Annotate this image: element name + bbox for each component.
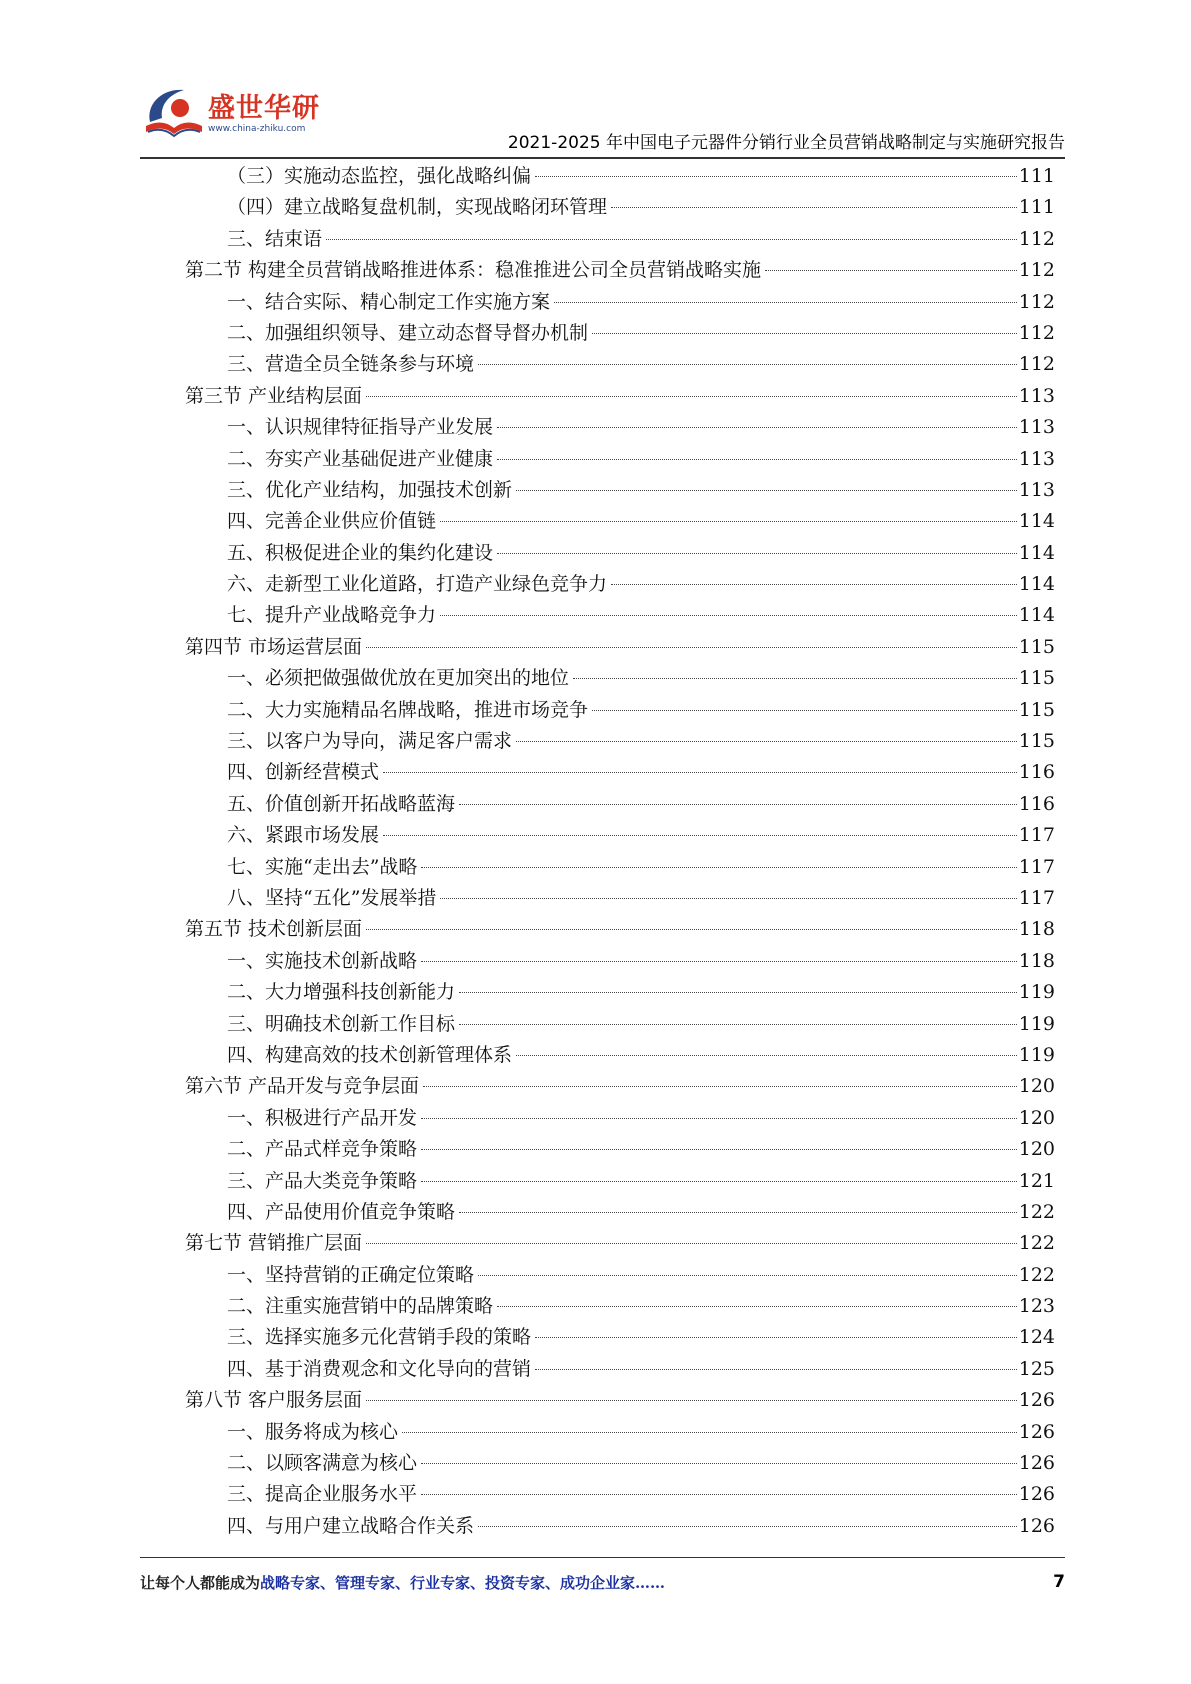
toc-dot-leader xyxy=(592,333,1017,334)
toc-entry-page: 119 xyxy=(1018,1043,1055,1066)
toc-entry-page: 126 xyxy=(1018,1514,1055,1537)
toc-section-entry[interactable] xyxy=(185,1071,1055,1102)
toc-subsection-entry[interactable] xyxy=(185,757,1055,788)
toc-entry-title: 三、明确技术创新工作目标 xyxy=(227,1012,456,1035)
toc-dot-leader xyxy=(440,615,1017,616)
footer-slogan xyxy=(140,1572,665,1593)
toc-entry-title: 三、提高企业服务水平 xyxy=(227,1483,418,1506)
toc-dot-leader xyxy=(535,1369,1017,1370)
toc-entry-title: 三、选择实施多元化营销手段的策略 xyxy=(227,1326,532,1349)
toc-entry-title: 八、坚持“五化”发展举措 xyxy=(227,886,437,909)
toc-subsection-entry[interactable] xyxy=(185,1417,1055,1448)
toc-entry-page: 119 xyxy=(1018,981,1055,1004)
toc-entry-page: 114 xyxy=(1018,573,1055,596)
toc-dot-leader xyxy=(421,1149,1017,1150)
toc-entry-page: 124 xyxy=(1018,1326,1055,1349)
toc-entry-page: 120 xyxy=(1018,1106,1055,1129)
toc-entry-title: 四、完善企业供应价值链 xyxy=(227,510,437,533)
toc-dot-leader xyxy=(535,1337,1017,1338)
toc-dot-leader xyxy=(366,1243,1017,1244)
toc-entry-title: 七、实施“走出去”战略 xyxy=(227,855,418,878)
toc-entry-title: 四、创新经营模式 xyxy=(227,761,380,784)
slogan-prefix: 让每个人都能成为 xyxy=(140,1574,261,1592)
toc-entry-title: 二、夯实产业基础促进产业健康 xyxy=(227,447,494,470)
toc-subsection-entry[interactable] xyxy=(185,1479,1055,1510)
toc-entry-page: 112 xyxy=(1018,227,1055,250)
report-title: 2021-2025 年中国电子元器件分销行业全员营销战略制定与实施研究报告 xyxy=(507,133,1065,153)
toc-subsection-entry[interactable] xyxy=(185,1103,1055,1134)
toc-entry-title: 三、以客户为导向，满足客户需求 xyxy=(227,730,513,753)
toc-dot-leader xyxy=(554,302,1017,303)
toc-dot-leader xyxy=(459,1024,1017,1025)
toc-dot-leader xyxy=(459,1212,1017,1213)
toc-subsection-entry[interactable] xyxy=(185,663,1055,694)
toc-dot-leader xyxy=(516,1055,1017,1056)
toc-entry-title: 第七节 营销推广层面 xyxy=(185,1232,363,1255)
toc-entry-title: 第五节 技术创新层面 xyxy=(185,918,363,941)
header-divider xyxy=(140,157,1065,159)
toc-entry-page: 112 xyxy=(1018,353,1055,376)
toc-entry-title: （三）实施动态监控，强化战略纠偏 xyxy=(227,165,532,187)
toc-entry-page: 115 xyxy=(1018,667,1055,690)
toc-subsection-entry[interactable] xyxy=(185,1260,1055,1291)
book-swoosh-icon xyxy=(140,82,208,140)
toc-entry-title: 第六节 产品开发与竞争层面 xyxy=(185,1075,420,1098)
toc-subsection-entry[interactable] xyxy=(185,1040,1055,1071)
toc-subsection-entry[interactable] xyxy=(185,569,1055,600)
toc-dot-leader xyxy=(366,929,1017,930)
toc-subsection-entry[interactable] xyxy=(185,695,1055,726)
toc-entry-page: 112 xyxy=(1018,321,1055,344)
toc-section-entry[interactable] xyxy=(185,914,1055,945)
toc-entry-title: 四、基于消费观念和文化导向的营销 xyxy=(227,1357,532,1380)
toc-subsection-entry[interactable] xyxy=(185,349,1055,380)
toc-entry-title: 一、实施技术创新战略 xyxy=(227,949,418,972)
toc-entry-title: 五、积极促进企业的集约化建设 xyxy=(227,541,494,564)
toc-subsection-entry[interactable] xyxy=(185,1322,1055,1353)
toc-section-entry[interactable] xyxy=(185,1228,1055,1259)
toc-entry-title: 第三节 产业结构层面 xyxy=(185,384,363,407)
toc-entry-page: 117 xyxy=(1018,824,1055,847)
toc-dot-leader xyxy=(592,710,1017,711)
logo-text: 盛世华研 xyxy=(208,93,320,124)
toc-subsection-entry[interactable] xyxy=(185,318,1055,349)
toc-subsection-entry[interactable] xyxy=(185,1448,1055,1479)
toc-entry-page: 113 xyxy=(1018,478,1055,501)
toc-entry-title: 七、提升产业战略竞争力 xyxy=(227,604,437,627)
toc-entry-page: 126 xyxy=(1018,1389,1055,1412)
toc-dot-leader xyxy=(423,1086,1017,1087)
toc-entry-page: 118 xyxy=(1018,918,1055,941)
toc-subsection-entry[interactable] xyxy=(185,1354,1055,1385)
toc-dot-leader xyxy=(459,804,1017,805)
toc-dot-leader xyxy=(421,1494,1017,1495)
logo-url: www.china-zhiku.com xyxy=(208,124,306,134)
page-footer xyxy=(140,1572,1065,1602)
toc-dot-leader xyxy=(611,584,1017,585)
toc-dot-leader xyxy=(611,207,1017,208)
toc-entry-title: 二、大力增强科技创新能力 xyxy=(227,981,456,1004)
toc-subsection-entry[interactable] xyxy=(185,946,1055,977)
toc-entry-page: 117 xyxy=(1018,855,1055,878)
toc-subsection-entry[interactable] xyxy=(185,475,1055,506)
toc-dot-leader xyxy=(366,647,1017,648)
toc-dot-leader xyxy=(497,1306,1017,1307)
toc-entry-page: 126 xyxy=(1018,1420,1055,1443)
toc-dot-leader xyxy=(516,490,1017,491)
toc-entry-title: 四、构建高效的技术创新管理体系 xyxy=(227,1043,513,1066)
toc-entry-title: 三、结束语 xyxy=(227,227,323,250)
toc-entry-title: 二、注重实施营销中的品牌策略 xyxy=(227,1295,494,1318)
toc-section-entry[interactable] xyxy=(185,255,1055,286)
toc-dot-leader xyxy=(478,1275,1017,1276)
toc-dot-leader xyxy=(402,1432,1017,1433)
toc-entry-title: 四、与用户建立战略合作关系 xyxy=(227,1514,475,1537)
toc-entry-title: 一、坚持营销的正确定位策略 xyxy=(227,1263,475,1286)
toc-entry-title: 四、产品使用价值竞争策略 xyxy=(227,1200,456,1223)
toc-entry-page: 115 xyxy=(1018,730,1055,753)
toc-dot-leader xyxy=(440,898,1016,899)
toc-entry-page: 123 xyxy=(1018,1295,1055,1318)
toc-subsection-entry[interactable] xyxy=(185,820,1055,851)
toc-subsection-entry[interactable] xyxy=(185,287,1055,318)
toc-entry-page: 116 xyxy=(1018,761,1055,784)
toc-section-entry[interactable] xyxy=(185,632,1055,663)
toc-entry-title: 三、产品大类竞争策略 xyxy=(227,1169,418,1192)
toc-entry-page: 125 xyxy=(1018,1357,1055,1380)
toc-entry-title: 二、大力实施精品名牌战略，推进市场竞争 xyxy=(227,698,589,721)
toc-entry-title: 二、加强组织领导、建立动态督导督办机制 xyxy=(227,321,589,344)
table-of-contents xyxy=(185,161,1055,1542)
toc-dot-leader xyxy=(383,772,1017,773)
footer-divider xyxy=(140,1557,1065,1558)
toc-entry-page: 113 xyxy=(1018,416,1055,439)
toc-entry-page: 120 xyxy=(1018,1138,1055,1161)
toc-entry-title: 第八节 客户服务层面 xyxy=(185,1389,363,1412)
toc-dot-leader xyxy=(366,396,1017,397)
toc-entry-title: 二、产品式样竞争策略 xyxy=(227,1138,418,1161)
toc-entry-page: 115 xyxy=(1018,698,1055,721)
toc-dot-leader xyxy=(516,741,1017,742)
toc-entry-page: 117 xyxy=(1018,886,1055,909)
toc-entry-page: 115 xyxy=(1018,635,1055,658)
toc-entry-page: 119 xyxy=(1018,1012,1055,1035)
company-logo xyxy=(140,82,360,142)
toc-subsection-entry[interactable] xyxy=(185,789,1055,820)
toc-entry-page: 112 xyxy=(1018,259,1055,282)
toc-dot-leader xyxy=(383,835,1017,836)
toc-subsection-entry[interactable] xyxy=(185,600,1055,631)
slogan-highlight: 战略专家、管理专家、行业专家、投资专家、成功企业家…… xyxy=(260,1574,666,1592)
toc-entry-title: 二、以顾客满意为核心 xyxy=(227,1452,418,1475)
toc-dot-leader xyxy=(421,1118,1017,1119)
toc-subsection-entry[interactable] xyxy=(185,538,1055,569)
toc-entry-title: 第二节 构建全员营销战略推进体系：稳准推进公司全员营销战略实施 xyxy=(185,259,762,282)
toc-entry-page: 112 xyxy=(1018,290,1055,313)
toc-dot-leader xyxy=(573,678,1017,679)
toc-subsection-entry[interactable] xyxy=(185,977,1055,1008)
toc-dot-leader xyxy=(535,176,1017,177)
toc-dot-leader xyxy=(765,270,1017,271)
toc-entry-page: 126 xyxy=(1018,1452,1055,1475)
toc-entry-page: 122 xyxy=(1018,1263,1055,1286)
toc-entry-title: 第四节 市场运营层面 xyxy=(185,635,363,658)
page-number: 7 xyxy=(1053,1572,1065,1592)
toc-subsection-entry[interactable] xyxy=(185,726,1055,757)
toc-subsection-entry[interactable] xyxy=(185,1197,1055,1228)
toc-entry-page: 121 xyxy=(1018,1169,1055,1192)
toc-entry-page: 114 xyxy=(1018,541,1055,564)
toc-dot-leader xyxy=(326,239,1017,240)
toc-entry-title: 三、营造全员全链条参与环境 xyxy=(227,353,475,376)
toc-dot-leader xyxy=(366,1400,1017,1401)
toc-entry-title: 一、认识规律特征指导产业发展 xyxy=(227,416,494,439)
toc-dot-leader xyxy=(478,1526,1017,1527)
toc-entry-title: 一、结合实际、精心制定工作实施方案 xyxy=(227,290,551,313)
toc-entry-page: 118 xyxy=(1018,949,1055,972)
toc-entry-title: 六、走新型工业化道路，打造产业绿色竞争力 xyxy=(227,573,608,596)
toc-entry-page: 116 xyxy=(1018,792,1055,815)
toc-dot-leader xyxy=(421,961,1017,962)
toc-dot-leader xyxy=(421,867,1016,868)
toc-subsection-entry[interactable] xyxy=(185,852,1055,883)
toc-subsection-entry[interactable] xyxy=(185,412,1055,443)
toc-subsection-entry[interactable] xyxy=(185,883,1055,914)
toc-entry-page: 113 xyxy=(1018,384,1055,407)
toc-subsection-entry[interactable] xyxy=(185,192,1055,223)
toc-entry-page: 122 xyxy=(1018,1200,1055,1223)
toc-entry-title: 三、优化产业结构，加强技术创新 xyxy=(227,478,513,501)
toc-entry-page: 113 xyxy=(1018,447,1055,470)
toc-dot-leader xyxy=(421,1181,1017,1182)
toc-entry-title: 一、服务将成为核心 xyxy=(227,1420,399,1443)
toc-entry-page: 114 xyxy=(1018,510,1055,533)
toc-section-entry[interactable] xyxy=(185,1385,1055,1416)
toc-dot-leader xyxy=(497,427,1017,428)
toc-entry-title: 五、价值创新开拓战略蓝海 xyxy=(227,792,456,815)
toc-dot-leader xyxy=(478,364,1017,365)
toc-entry-title: 六、紧跟市场发展 xyxy=(227,824,380,847)
toc-entry-page: 111 xyxy=(1018,196,1055,219)
toc-subsection-entry[interactable] xyxy=(185,224,1055,255)
toc-subsection-entry[interactable] xyxy=(185,444,1055,475)
toc-subsection-entry[interactable] xyxy=(185,1511,1055,1542)
toc-subsection-entry[interactable] xyxy=(185,161,1055,192)
page-header xyxy=(140,70,1065,158)
toc-subsection-entry[interactable] xyxy=(185,1166,1055,1197)
toc-dot-leader xyxy=(497,459,1017,460)
toc-dot-leader xyxy=(421,1463,1017,1464)
toc-entry-page: 120 xyxy=(1018,1075,1055,1098)
toc-section-entry[interactable] xyxy=(185,381,1055,412)
toc-subsection-entry[interactable] xyxy=(185,1009,1055,1040)
toc-subsection-entry[interactable] xyxy=(185,506,1055,537)
toc-entry-title: （四）建立战略复盘机制，实现战略闭环管理 xyxy=(227,196,608,219)
toc-dot-leader xyxy=(459,992,1017,993)
toc-dot-leader xyxy=(440,521,1017,522)
toc-dot-leader xyxy=(497,553,1017,554)
toc-subsection-entry[interactable] xyxy=(185,1291,1055,1322)
toc-entry-title: 一、必须把做强做优放在更加突出的地位 xyxy=(227,667,570,690)
toc-entry-page: 126 xyxy=(1018,1483,1055,1506)
toc-entry-page: 122 xyxy=(1018,1232,1055,1255)
toc-entry-title: 一、积极进行产品开发 xyxy=(227,1106,418,1129)
toc-subsection-entry[interactable] xyxy=(185,1134,1055,1165)
toc-entry-page: 111 xyxy=(1018,165,1055,187)
toc-entry-page: 114 xyxy=(1018,604,1055,627)
